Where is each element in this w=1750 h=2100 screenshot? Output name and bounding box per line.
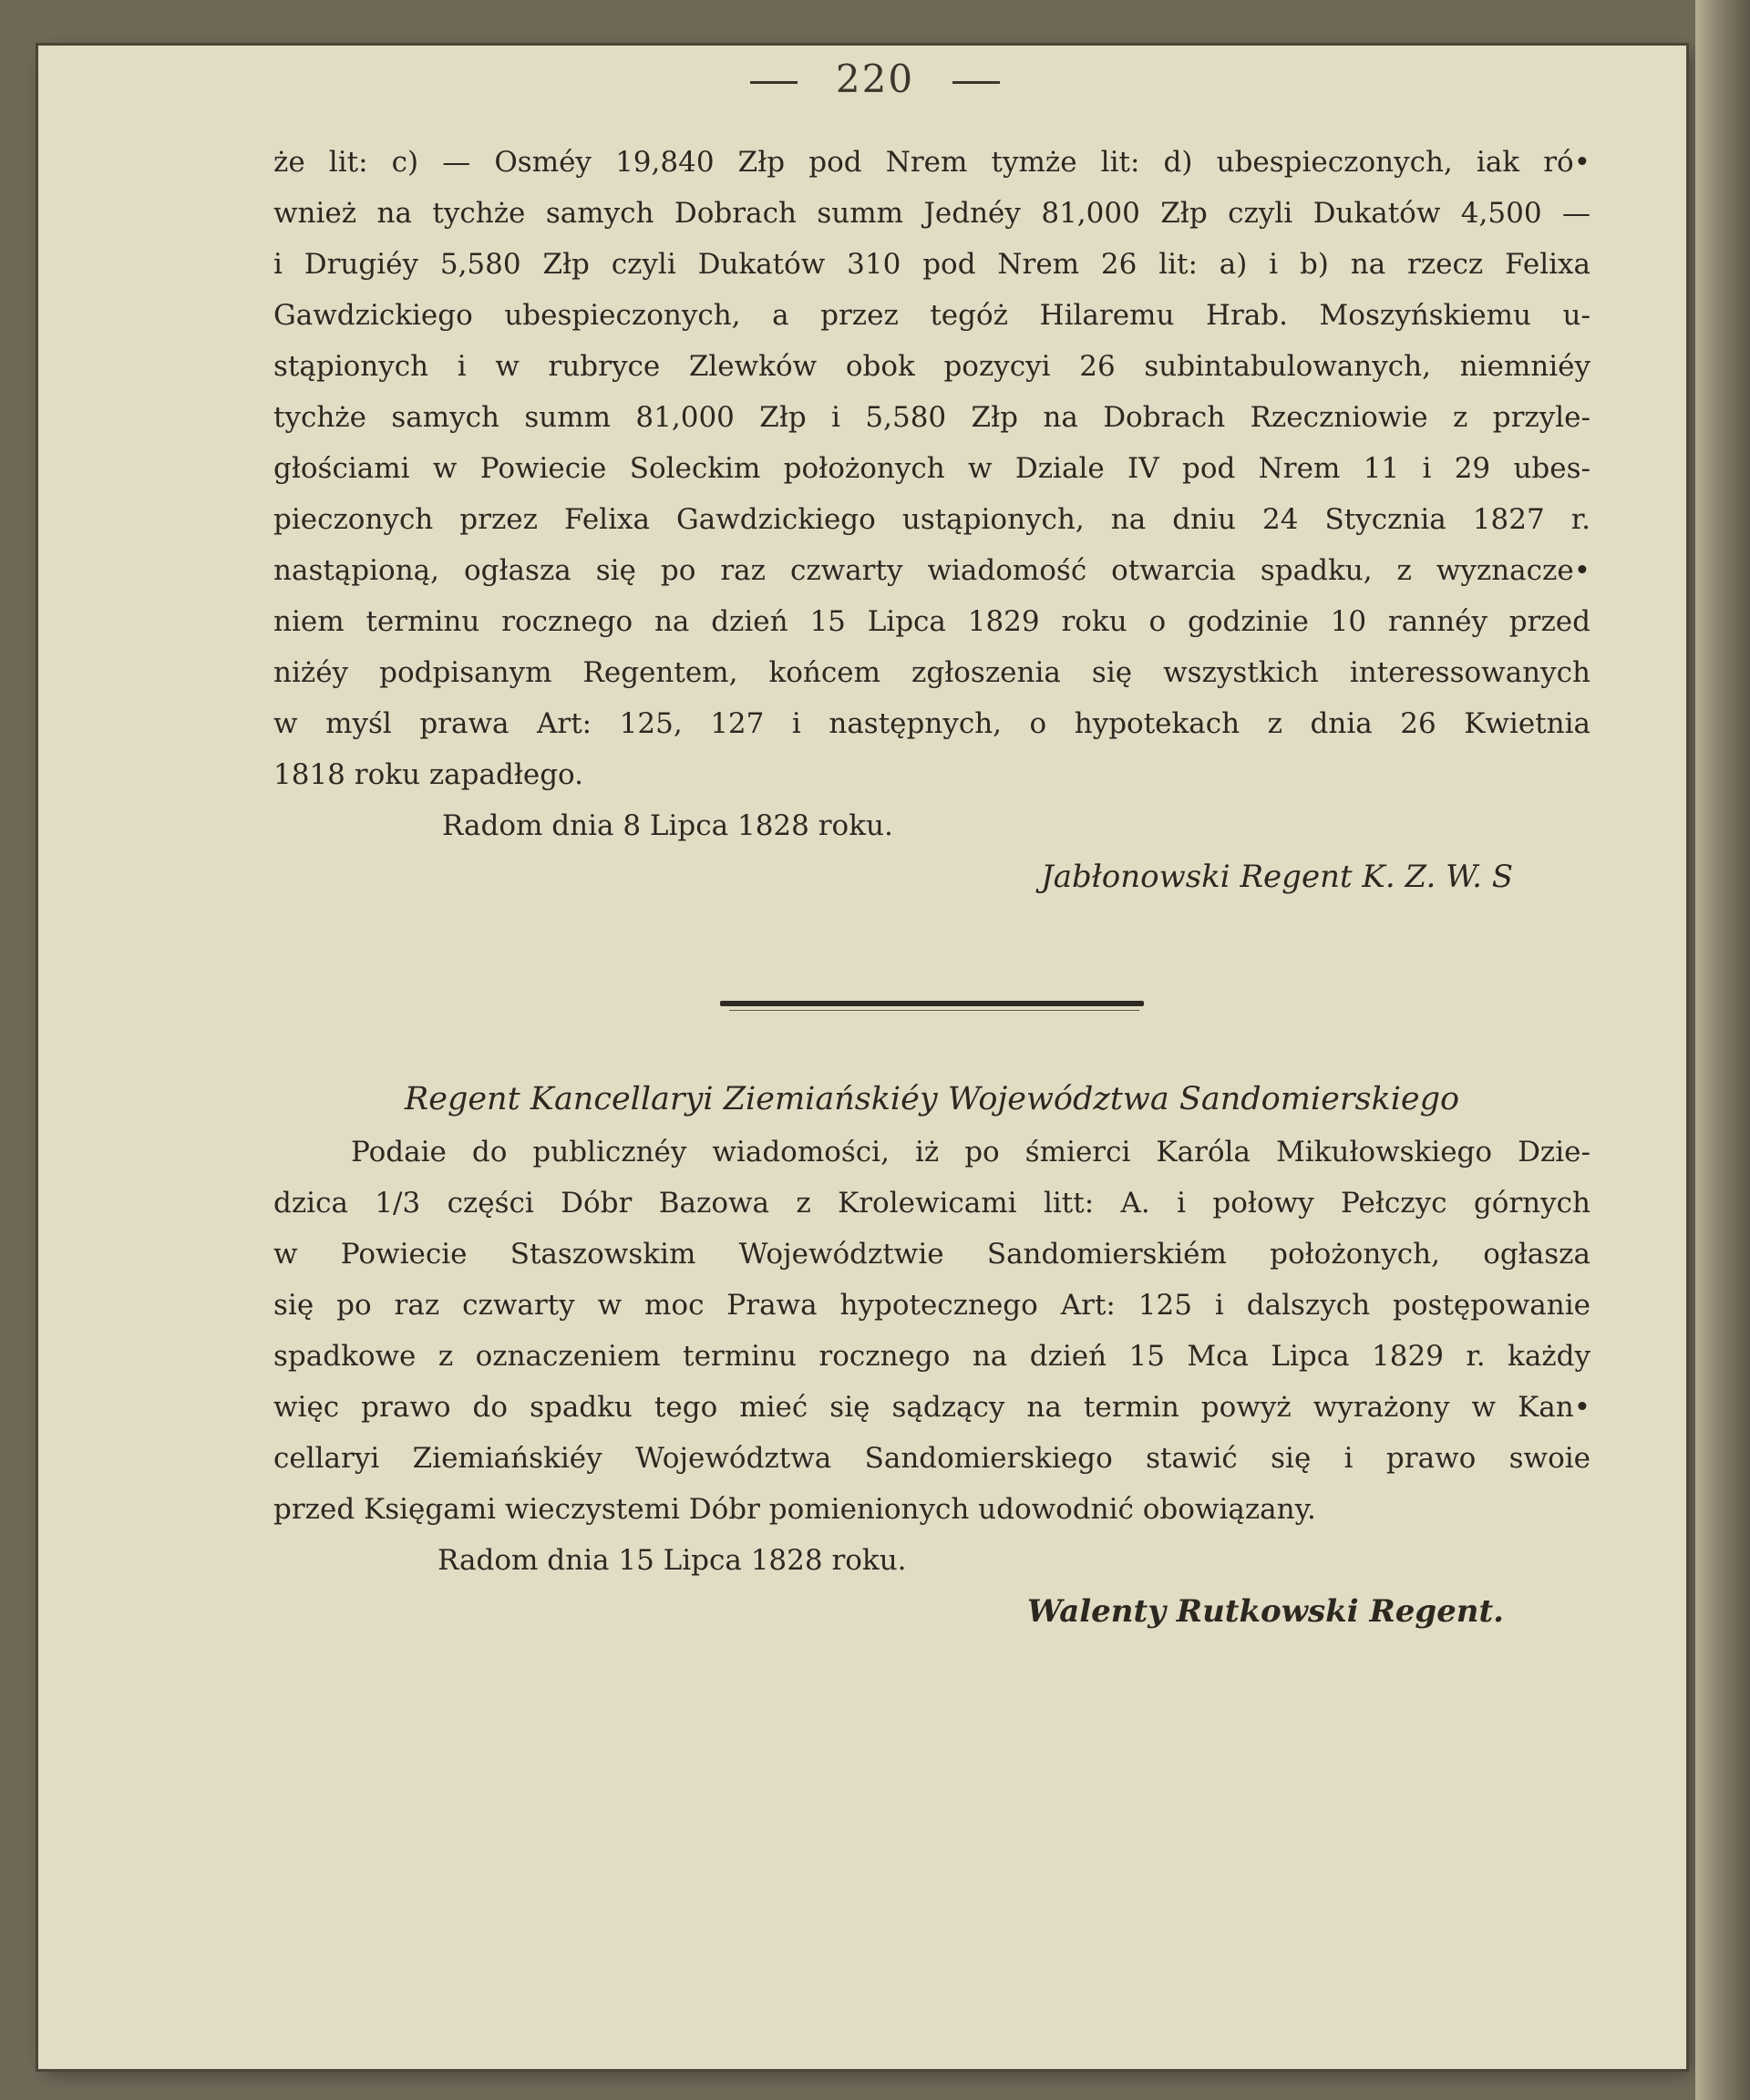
notice-1-date-line: Radom dnia 8 Lipca 1828 roku. <box>442 809 893 842</box>
notice-1-line: i Drugiéy 5,580 Złp czyli Dukatów 310 pod Nrem 26 lit: a) i b) na rzecz Felixa <box>273 248 1590 281</box>
page-number: 220 <box>835 57 915 101</box>
notice-2-line: spadkowe z oznaczeniem terminu rocznego na dzień 15 Mca Lipca 1829 r. każdy <box>273 1340 1590 1373</box>
notice-1-line: nastąpioną, ogłasza się po raz czwarty wiadomość otwarcia spadku, z wyznacze• <box>273 554 1590 587</box>
section-divider <box>720 1001 1144 1006</box>
notice-1 <box>273 137 1590 902</box>
header-dash-left <box>750 81 798 84</box>
notice-2-line: w Powiecie Staszowskim Województwie Sandomierskiém położonych, ogłasza <box>273 1238 1590 1271</box>
page-header <box>0 57 1750 101</box>
notice-2-line: przed Księgami wieczystemi Dóbr pomienionych udowodnić obowiązany. <box>273 1493 1316 1526</box>
notice-2-line: Podaie do publicznéy wiadomości, iż po śmierci Karóla Mikułowskiego Dzie- <box>351 1136 1590 1168</box>
notice-1-line: niżéy podpisanym Regentem, końcem zgłoszenia się wszystkich interessowanych <box>273 656 1590 689</box>
notice-1-line: głościami w Powiecie Soleckim położonych w Dziale IV pod Nrem 11 i 29 ubes- <box>273 452 1590 485</box>
notice-1-line: niem terminu rocznego na dzień 15 Lipca 1829 roku o godzinie 10 rannéy przed <box>273 605 1590 638</box>
section-divider-underline <box>729 1010 1139 1011</box>
notice-2-date-line: Radom dnia 15 Lipca 1828 roku. <box>438 1544 907 1577</box>
notice-2 <box>273 1127 1590 1637</box>
notice-2-line: się po raz czwarty w moc Prawa hypotecznego Art: 125 i dalszych postępowanie <box>273 1289 1590 1322</box>
notice-1-line: 1818 roku zapadłego. <box>273 758 584 791</box>
notice-1-line: stąpionych i w rubryce Zlewków obok pozycyi 26 subintabulowanych, niemniéy <box>273 350 1590 383</box>
notice-1-line: wnież na tychże samych Dobrach summ Jednéy 81,000 Złp czyli Dukatów 4,500 — <box>273 197 1590 230</box>
book-spine <box>1695 0 1750 2100</box>
notice-2-heading: Regent Kancellaryi Ziemiańskiéy Województwa Sandomierskiego <box>404 1081 1460 1117</box>
notice-1-line: pieczonych przez Felixa Gawdzickiego ustąpionych, na dniu 24 Stycznia 1827 r. <box>273 503 1590 536</box>
notice-2-signature: Walenty Rutkowski Regent. <box>1026 1593 1504 1630</box>
notice-1-line: że lit: c) — Osméy 19,840 Złp pod Nrem tymże lit: d) ubespieczonych, iak ró• <box>273 146 1590 179</box>
notice-1-line: tychże samych summ 81,000 Złp i 5,580 Złp na Dobrach Rzeczniowie z przyle- <box>273 401 1590 434</box>
notice-1-line: Gawdzickiego ubespieczonych, a przez tegóż Hilaremu Hrab. Moszyńskiemu u- <box>273 299 1590 332</box>
notice-2-line: cellaryi Ziemiańskiéy Województwa Sandomierskiego stawić się i prawo swoie <box>273 1442 1590 1475</box>
notice-2-line: dzica 1/3 części Dóbr Bazowa z Krolewicami litt: A. i połowy Pełczyc górnych <box>273 1187 1590 1220</box>
header-dash-right <box>952 81 1000 84</box>
notice-1-signature: Jabłonowski Regent K. Z. W. S <box>1041 859 1513 895</box>
notice-1-line: w myśl prawa Art: 125, 127 i następnych, o hypotekach z dnia 26 Kwietnia <box>273 707 1590 740</box>
notice-2-line: więc prawo do spadku tego mieć się sądzący na termin powyż wyrażony w Kan• <box>273 1391 1590 1424</box>
